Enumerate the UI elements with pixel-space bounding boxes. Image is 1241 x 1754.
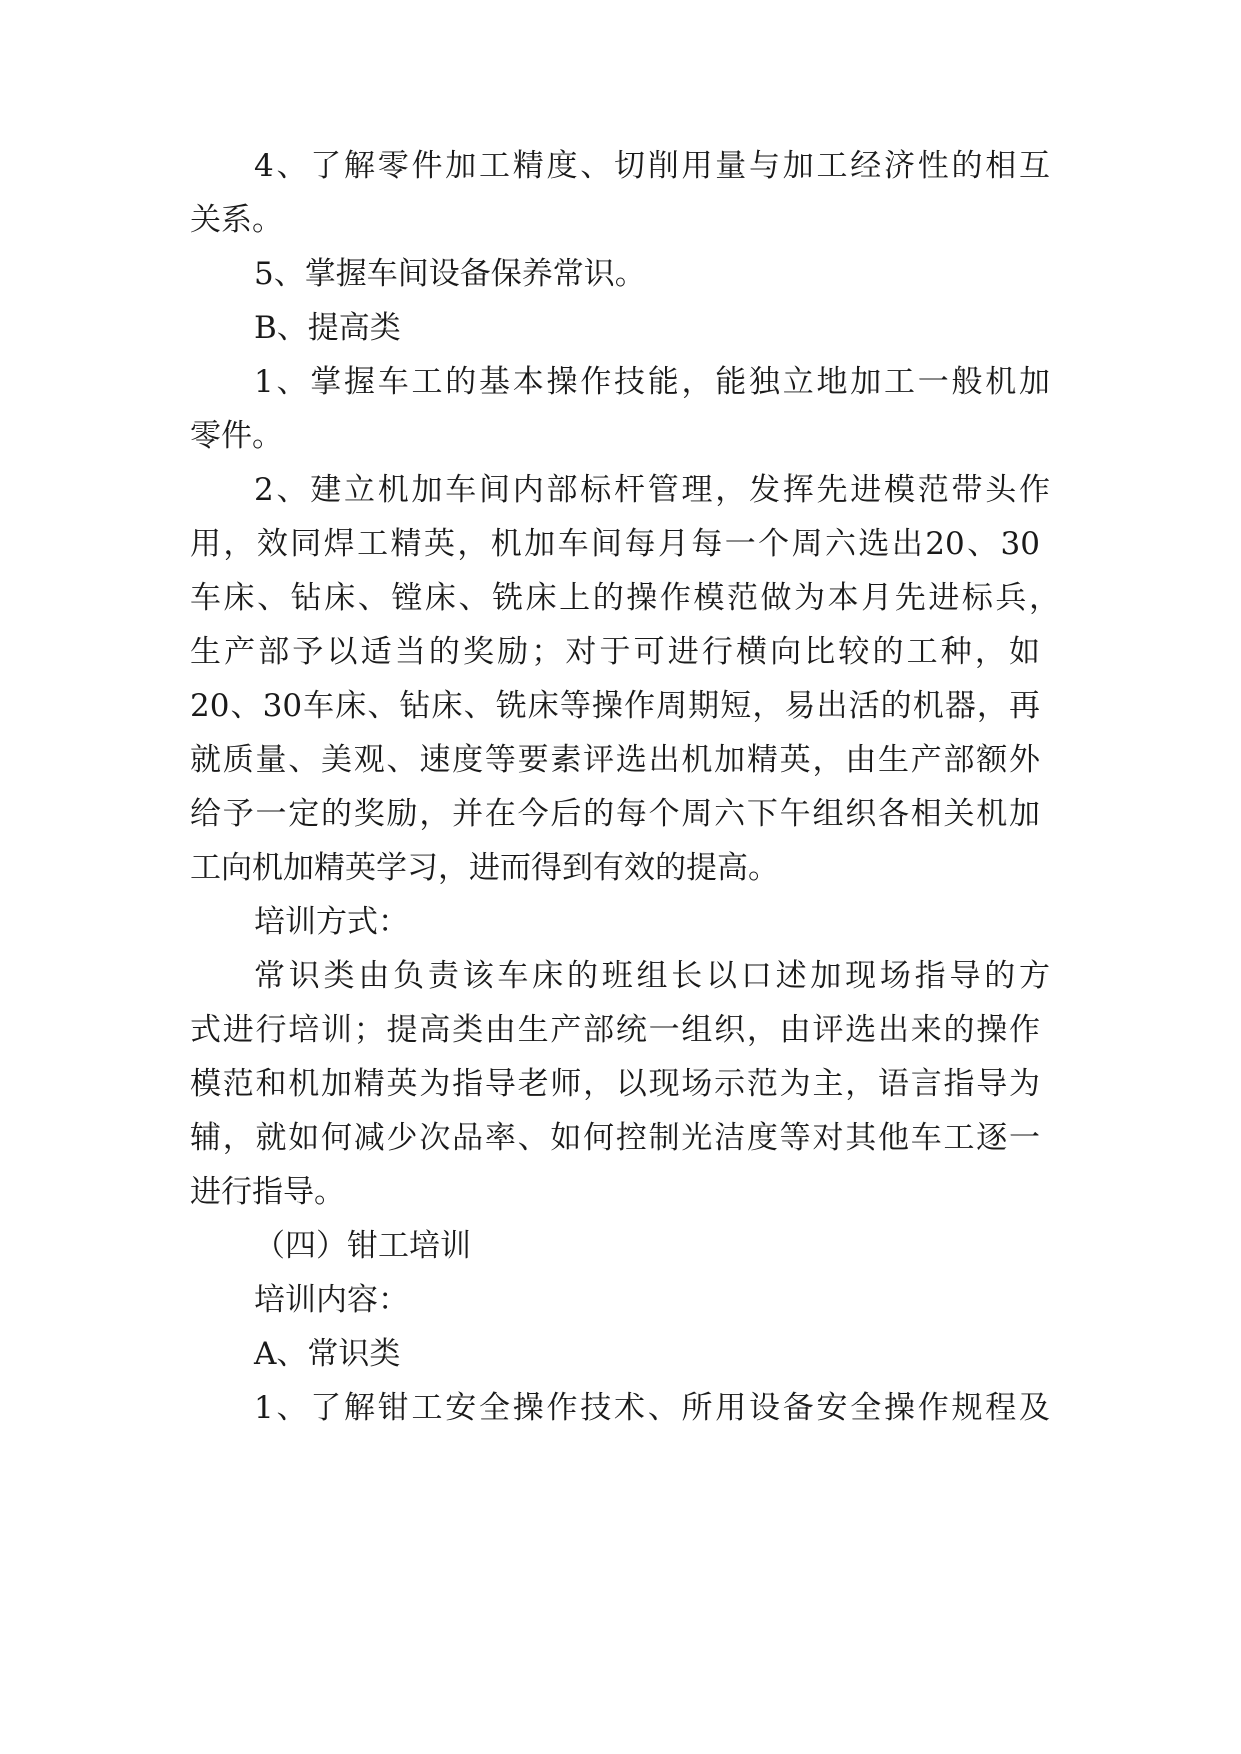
text-line: 20、30车床、钻床、铣床等操作周期短，易出活的机器，再 — [190, 688, 1040, 724]
text-line: A、常识类 — [254, 1336, 401, 1372]
text-line: 关系。 — [190, 202, 283, 238]
text-line: 用，效同焊工精英，机加车间每月每一个周六选出20、30 — [190, 526, 1040, 562]
text-line: 1、掌握车工的基本操作技能，能独立地加工一般机加 — [254, 364, 1050, 400]
text-line: 工向机加精英学习，进而得到有效的提高。 — [190, 850, 779, 886]
text-line: 5、掌握车间设备保养常识。 — [254, 256, 646, 292]
text-line: 1、了解钳工安全操作技术、所用设备安全操作规程及 — [254, 1390, 1050, 1426]
text-line: B、提高类 — [254, 310, 401, 346]
text-line: （四）钳工培训 — [254, 1228, 471, 1264]
text-line: 2、建立机加车间内部标杆管理，发挥先进模范带头作 — [254, 472, 1050, 508]
text-line: 车床、钻床、镗床、铣床上的操作模范做为本月先进标兵， — [190, 580, 1060, 616]
text-line: 就质量、美观、速度等要素评选出机加精英，由生产部额外 — [190, 742, 1040, 778]
text-line: 培训内容： — [254, 1282, 409, 1318]
text-line: 辅，就如何减少次品率、如何控制光洁度等对其他车工逐一 — [190, 1120, 1040, 1156]
text-line: 培训方式： — [254, 904, 409, 940]
text-line: 4、了解零件加工精度、切削用量与加工经济性的相互 — [254, 148, 1050, 184]
text-line: 常识类由负责该车床的班组长以口述加现场指导的方 — [254, 958, 1050, 994]
text-line: 模范和机加精英为指导老师，以现场示范为主，语言指导为 — [190, 1066, 1040, 1102]
text-line: 生产部予以适当的奖励；对于可进行横向比较的工种，如 — [190, 634, 1040, 670]
text-line: 进行指导。 — [190, 1174, 345, 1210]
text-line: 式进行培训；提高类由生产部统一组织，由评选出来的操作 — [190, 1012, 1040, 1048]
text-line: 零件。 — [190, 418, 283, 454]
text-line: 给予一定的奖励，并在今后的每个周六下午组织各相关机加 — [190, 796, 1040, 832]
